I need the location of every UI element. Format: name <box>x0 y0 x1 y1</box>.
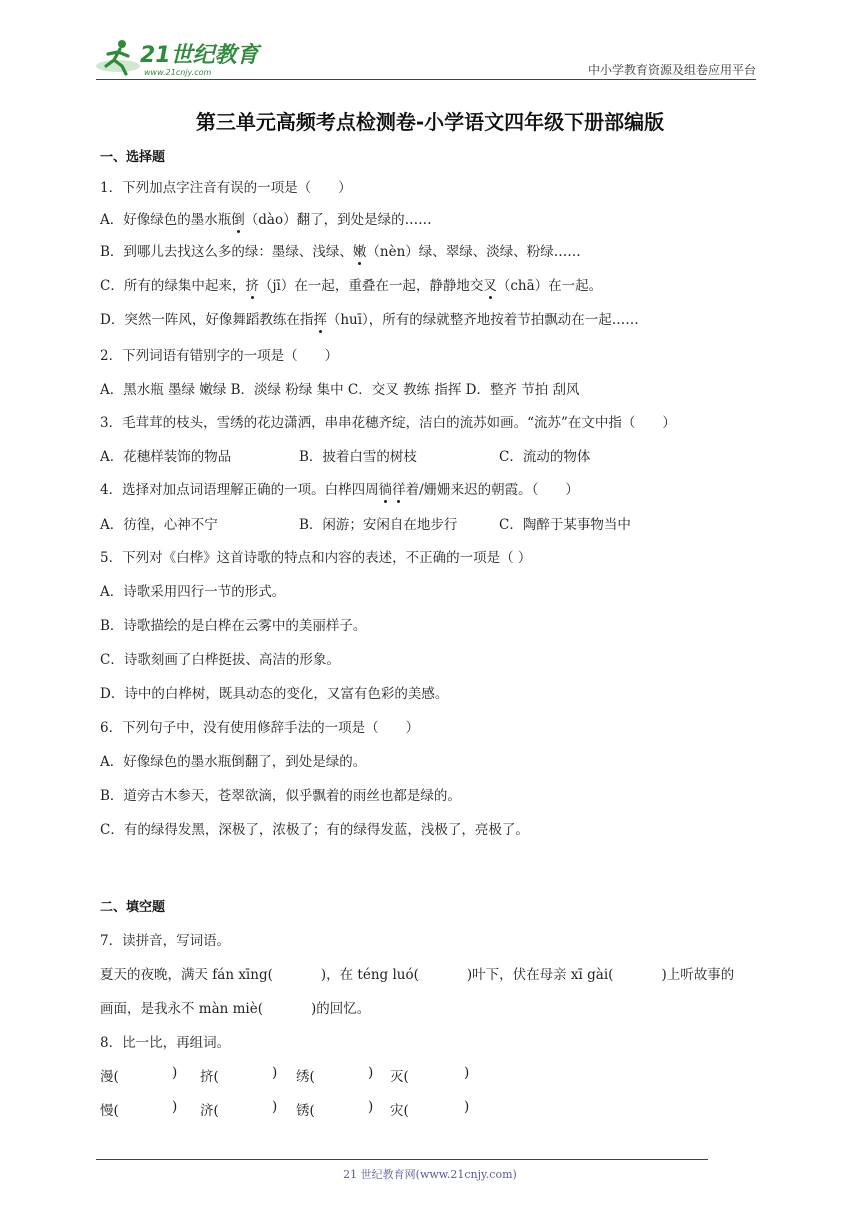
platform-name: 中小学教育资源及组卷应用平台 <box>587 63 756 77</box>
dotted-char: 徜 <box>378 482 393 498</box>
question-7-stem: 7．读拼音，写词语。 <box>100 933 231 949</box>
site-logo <box>96 36 266 80</box>
question-4-stem: 4．选择对加点词语理解正确的一项。白桦四周徜徉着/姗姗来迟的朝霞。（ ） <box>100 482 579 498</box>
question-3-option-c: C．流动的物体 <box>499 449 591 465</box>
question-5-option-c: C．诗歌刻画了白桦挺拔、高洁的形象。 <box>100 652 340 668</box>
question-7-line-1: 夏天的夜晚，满天 fán xīng( )，在 téng luó( )叶下，伏在母亲 xī gài( )上听故事的 <box>100 967 735 983</box>
section-heading-choice: 一、选择题 <box>100 150 166 165</box>
footer-text[interactable]: 21 世纪教育网(www.21cnjy.com) <box>343 1168 517 1181</box>
question-6-option-c: C．有的绿得发黑，深极了，浓极了；有的绿得发蓝，浅极了，亮极了。 <box>100 822 529 838</box>
compare-char: 济( <box>200 1103 219 1119</box>
compare-char: 绣( <box>296 1069 315 1085</box>
question-4-option-c: C．陶醉于某事物当中 <box>499 517 631 533</box>
question-7-line-2: 画面，是我永不 màn miè( )的回忆。 <box>100 1001 371 1017</box>
dotted-char: 倒 <box>231 212 245 228</box>
compare-char: 慢( <box>100 1103 119 1119</box>
logo-url: www.21cnjy.com <box>144 68 212 77</box>
dotted-char: 徉 <box>392 482 406 498</box>
dotted-char: 嫩 <box>352 244 367 260</box>
question-1-option-d: D．突然一阵风，好像舞蹈教练在指挥（huī），所有的绿就整齐地按着节拍飘动在一起…… <box>100 312 639 328</box>
question-1-stem: 1．下列加点字注音有误的一项是（ ） <box>100 180 352 196</box>
runner-logo-icon <box>96 36 266 80</box>
question-3-option-b: B．披着白雪的树枝 <box>299 449 417 465</box>
compare-char: 挤( <box>200 1069 219 1085</box>
header-divider <box>96 79 756 80</box>
question-5-stem: 5．下列对《白桦》这首诗歌的特点和内容的表述，不正确的一项是（ ） <box>100 550 532 566</box>
question-2-options: A．黑水瓶 墨绿 嫩绿 B．淡绿 粉绿 集中 C．交叉 教练 指挥 D．整齐 节拍 刮风 <box>100 382 580 398</box>
dotted-char: 挤 <box>245 278 259 294</box>
question-5-option-d: D．诗中的白桦树，既具动态的变化，又富有色彩的美感。 <box>100 686 449 702</box>
page-title: 第三单元高频考点检测卷-小学语文四年级下册部编版 <box>195 110 665 134</box>
question-1-option-c: C．所有的绿集中起来，挤（jī）在一起，重叠在一起，静静地交叉（chā）在一起。 <box>100 278 603 294</box>
dotted-char: 挥 <box>313 312 327 328</box>
compare-char: 灭( <box>390 1069 409 1085</box>
footer-divider <box>96 1159 708 1160</box>
question-3-option-a: A．花穗样装饰的物品 <box>100 449 232 465</box>
question-2-stem: 2．下列词语有错别字的一项是（ ） <box>100 348 339 364</box>
question-4-option-b: B．闲游；安闲自在地步行 <box>299 517 458 533</box>
question-6-option-b: B．道旁古木参天，苍翠欲滴，似乎飘着的雨丝也都是绿的。 <box>100 788 461 804</box>
compare-char: 漫( <box>100 1069 119 1085</box>
logo-wordmark: 21世纪教育 <box>140 43 259 68</box>
question-3-stem: 3．毛茸茸的枝头，雪绣的花边潇洒，串串花穗齐绽，洁白的流苏如画。“流苏”在文中指（ ） <box>100 415 676 431</box>
question-5-option-a: A．诗歌采用四行一节的形式。 <box>100 584 286 600</box>
compare-char: 灾( <box>390 1103 409 1119</box>
question-4-option-a: A．彷徨，心神不宁 <box>100 517 218 533</box>
question-6-option-a: A．好像绿色的墨水瓶倒翻了，到处是绿的。 <box>100 754 367 770</box>
dotted-char: 叉 <box>483 278 497 294</box>
question-6-stem: 6．下列句子中，没有使用修辞手法的一项是（ ） <box>100 720 420 736</box>
question-1-option-a: A．好像绿色的墨水瓶倒（dào）翻了，到处是绿的…… <box>100 212 432 228</box>
question-1-option-b: B．到哪儿去找这么多的绿：墨绿、浅绿、嫩（nèn）绿、翠绿、淡绿、粉绿…… <box>100 244 581 260</box>
question-8-stem: 8．比一比，再组词。 <box>100 1035 231 1051</box>
question-5-option-b: B．诗歌描绘的是白桦在云雾中的美丽样子。 <box>100 618 367 634</box>
compare-char: 锈( <box>296 1103 315 1119</box>
section-heading-fill: 二、填空题 <box>100 900 166 915</box>
